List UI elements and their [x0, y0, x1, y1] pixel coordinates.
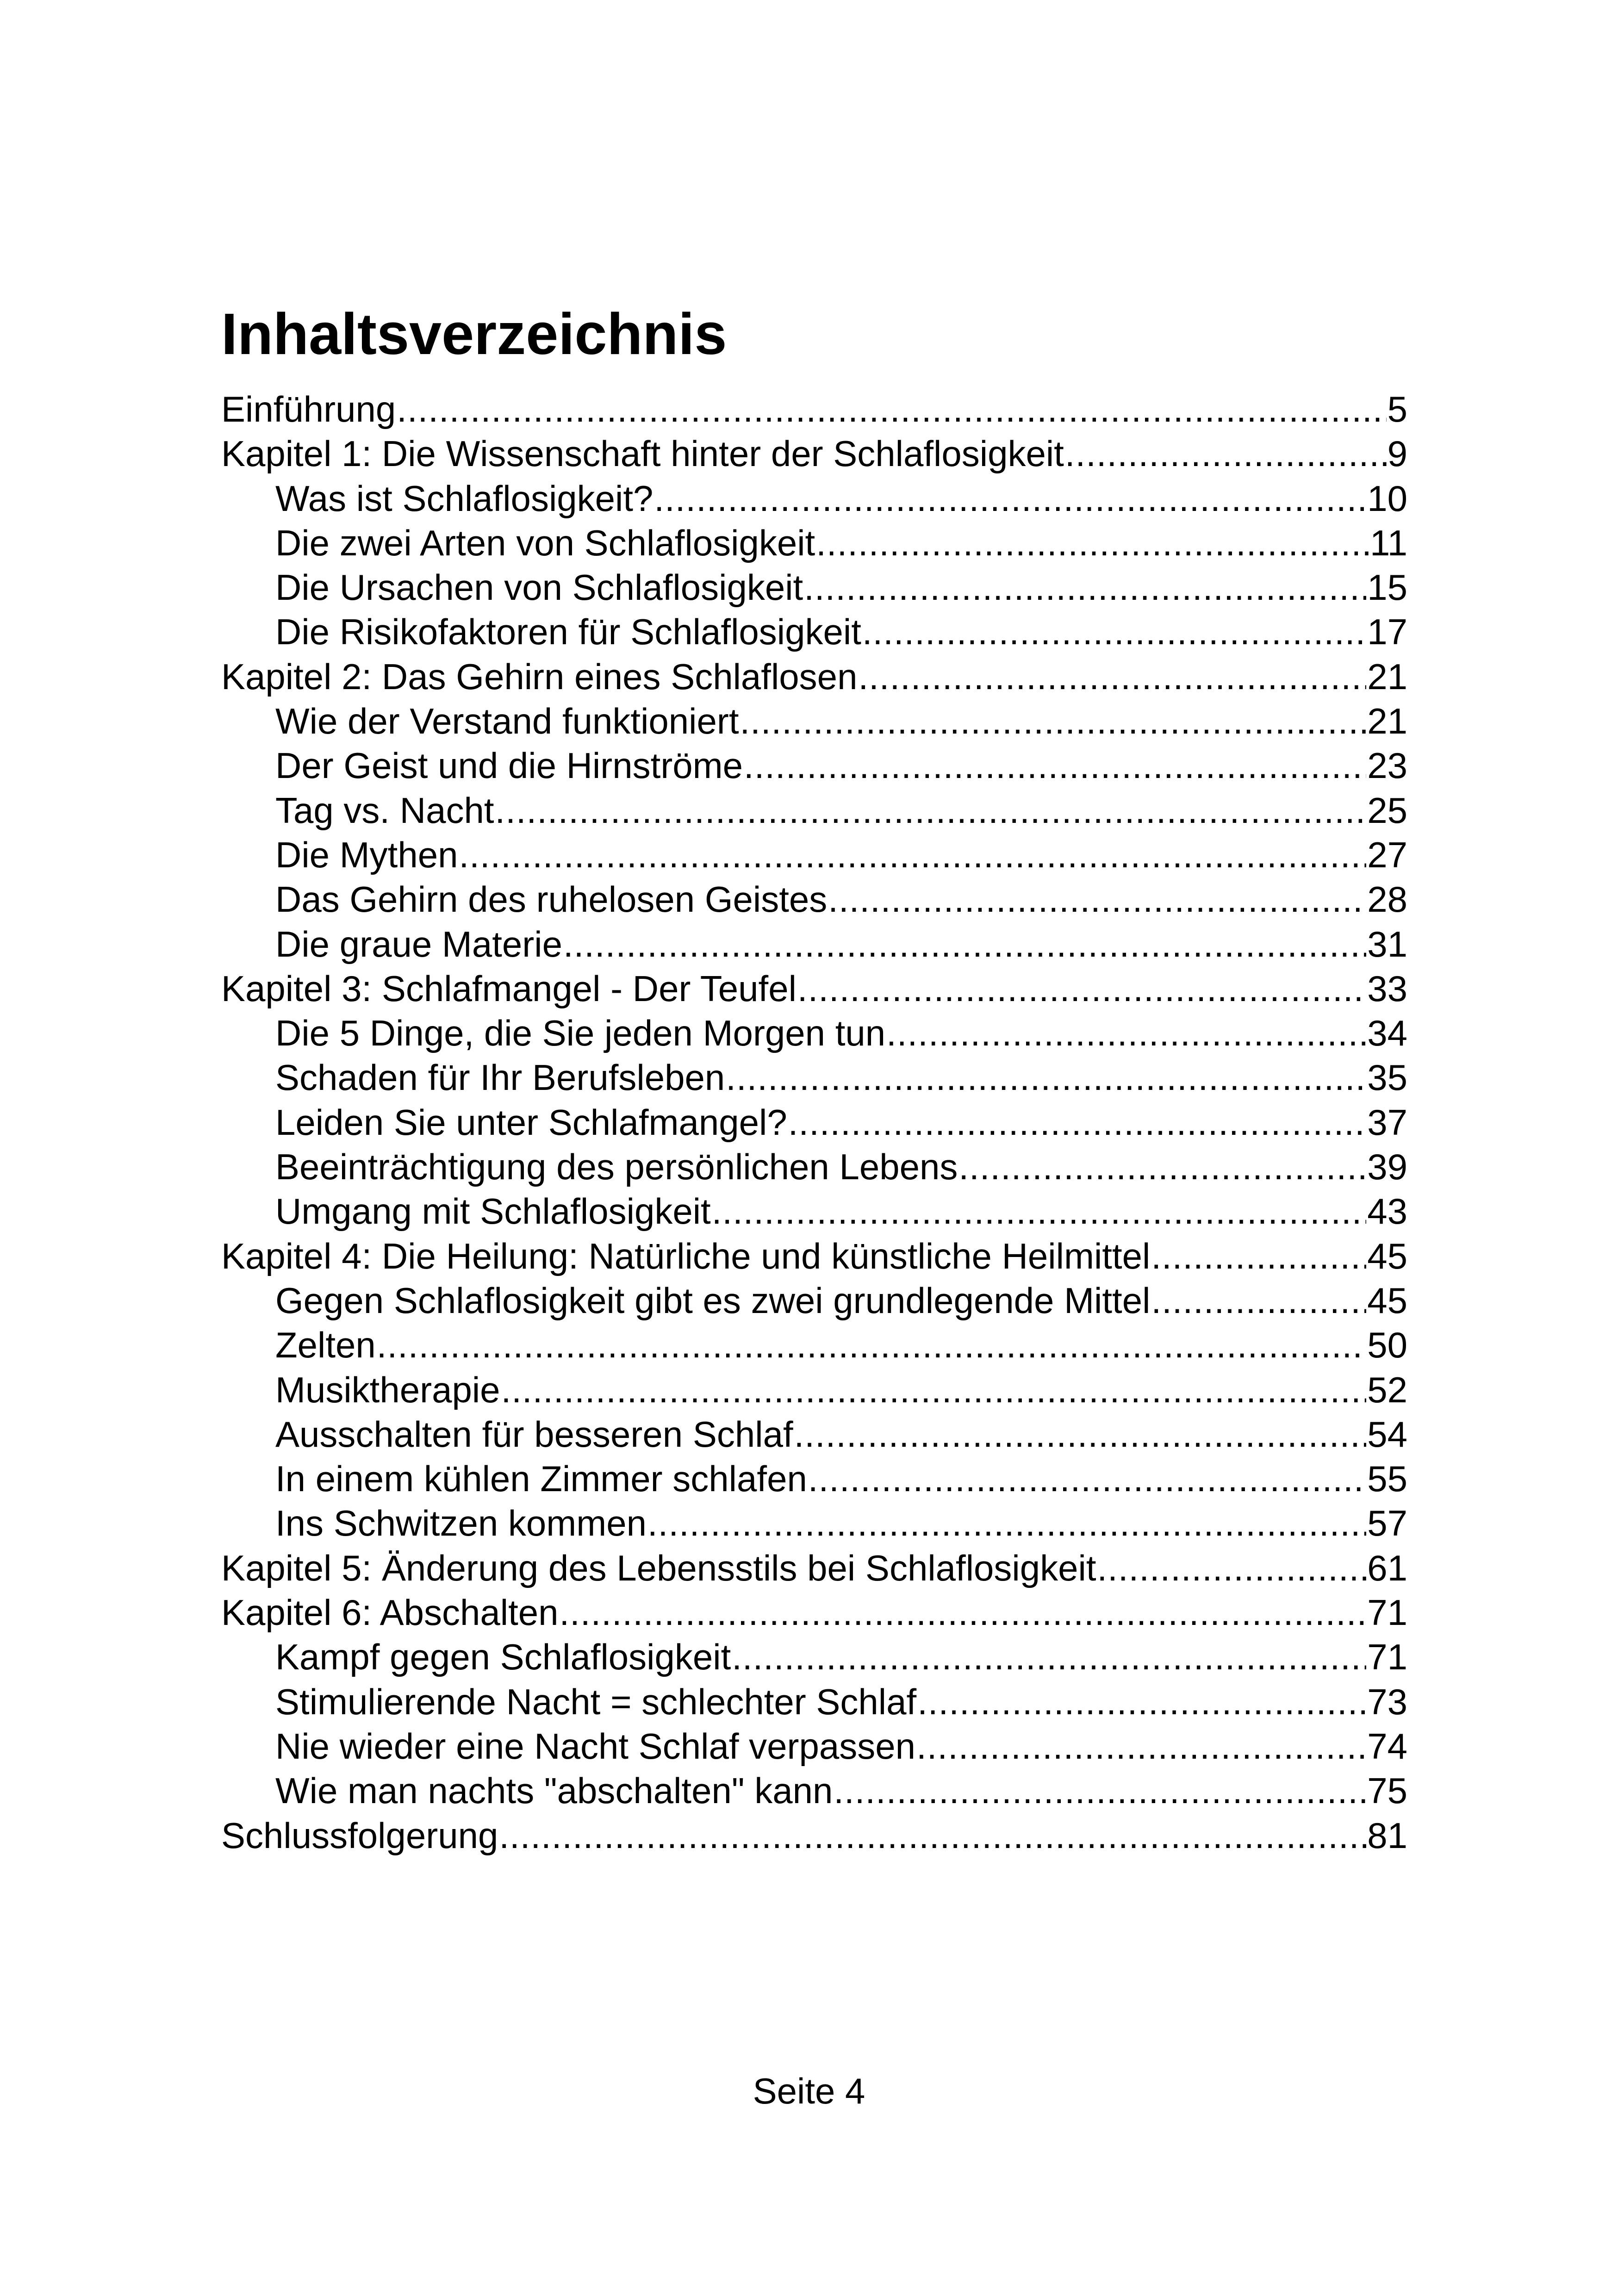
- toc-section-entry[interactable]: [221, 521, 1407, 565]
- toc-page-number: 52: [1367, 1369, 1407, 1410]
- toc-page-number: 57: [1367, 1503, 1407, 1544]
- toc-entry-title: Kapitel 5: Änderung des Lebensstils bei Schlaflosigkeit: [221, 1547, 1096, 1588]
- page-number-footer: Seite 4: [753, 2071, 865, 2111]
- toc-dot-leader: [744, 743, 1366, 788]
- toc-entry-title: Wie man nachts "abschalten" kann: [275, 1770, 833, 1811]
- toc-entry-title: Zelten: [275, 1325, 376, 1366]
- toc-page-number: 39: [1367, 1146, 1407, 1188]
- toc-section-entry[interactable]: [221, 922, 1407, 966]
- page-title: Inhaltsverzeichnis: [221, 301, 727, 367]
- toc-dot-leader: [1097, 1546, 1367, 1590]
- toc-page-number: 21: [1367, 656, 1407, 697]
- toc-page-number: 23: [1367, 745, 1407, 786]
- toc-dot-leader: [816, 521, 1369, 565]
- toc-entry-title: Stimulierende Nacht = schlechter Schlaf: [275, 1681, 917, 1722]
- toc-page-number: 74: [1367, 1725, 1407, 1767]
- toc-page-number: 50: [1367, 1325, 1407, 1366]
- toc-entry-title: Kampf gegen Schlaflosigkeit: [275, 1636, 731, 1678]
- toc-page-number: 9: [1387, 433, 1407, 474]
- toc-page-number: 37: [1367, 1101, 1407, 1143]
- toc-dot-leader: [958, 1145, 1366, 1189]
- toc-dot-leader: [377, 1323, 1366, 1367]
- toc-page-number: 81: [1367, 1815, 1407, 1856]
- toc-page-number: 34: [1367, 1013, 1407, 1054]
- toc-page-number: 55: [1367, 1458, 1407, 1500]
- toc-section-entry[interactable]: [221, 1100, 1407, 1145]
- toc-dot-leader: [804, 565, 1366, 610]
- toc-entry-title: Das Gehirn des ruhelosen Geistes: [275, 879, 828, 920]
- toc-dot-leader: [794, 1412, 1367, 1456]
- toc-dot-leader: [712, 1189, 1367, 1233]
- toc-page-number: 71: [1367, 1636, 1407, 1678]
- toc-dot-leader: [828, 877, 1366, 921]
- toc-page-number: 61: [1367, 1547, 1407, 1588]
- toc-section-entry[interactable]: [221, 1278, 1407, 1323]
- toc-dot-leader: [834, 1768, 1366, 1813]
- toc-dot-leader: [916, 1724, 1366, 1768]
- toc-page-number: 43: [1367, 1191, 1407, 1232]
- toc-chapter-entry[interactable]: [221, 1813, 1407, 1858]
- toc-entry-title: Der Geist und die Hirnströme: [275, 745, 743, 786]
- toc-page-number: 5: [1387, 389, 1407, 429]
- toc-section-entry[interactable]: [221, 1055, 1407, 1100]
- toc-page-number: 45: [1367, 1280, 1407, 1321]
- table-of-contents: [221, 387, 1407, 1858]
- toc-entry-title: Die zwei Arten von Schlaflosigkeit: [275, 522, 815, 563]
- toc-entry-title: Gegen Schlaflosigkeit gibt es zwei grundlegende Mittel: [275, 1280, 1151, 1321]
- toc-dot-leader: [647, 1501, 1366, 1545]
- toc-dot-leader: [917, 1680, 1366, 1724]
- toc-section-entry[interactable]: [221, 1635, 1407, 1679]
- toc-page-number: 21: [1367, 701, 1407, 742]
- toc-entry-title: Die Mythen: [275, 834, 458, 875]
- toc-section-entry[interactable]: [221, 1323, 1407, 1367]
- toc-section-entry[interactable]: [221, 1011, 1407, 1055]
- toc-dot-leader: [1151, 1234, 1366, 1278]
- toc-entry-title: Kapitel 3: Schlafmangel - Der Teufel: [221, 968, 797, 1009]
- toc-page-number: 27: [1367, 834, 1407, 875]
- toc-section-entry[interactable]: [221, 610, 1407, 654]
- toc-page-number: 25: [1367, 790, 1407, 831]
- toc-section-entry[interactable]: [221, 1724, 1407, 1768]
- toc-chapter-entry[interactable]: [221, 431, 1407, 476]
- toc-section-entry[interactable]: [221, 1189, 1407, 1233]
- toc-entry-title: Beeinträchtigung des persönlichen Lebens: [275, 1146, 958, 1188]
- toc-page-number: 45: [1367, 1235, 1407, 1276]
- toc-dot-leader: [740, 699, 1367, 743]
- toc-page-number: 28: [1367, 879, 1407, 920]
- toc-section-entry[interactable]: [221, 699, 1407, 743]
- toc-dot-leader: [808, 1456, 1366, 1501]
- toc-chapter-entry[interactable]: [221, 1234, 1407, 1278]
- toc-entry-title: Nie wieder eine Nacht Schlaf verpassen: [275, 1725, 916, 1767]
- toc-dot-leader: [726, 1055, 1366, 1100]
- toc-entry-title: Umgang mit Schlaflosigkeit: [275, 1191, 711, 1232]
- toc-entry-title: Ins Schwitzen kommen: [275, 1503, 647, 1544]
- toc-dot-leader: [501, 1368, 1367, 1412]
- toc-section-entry[interactable]: [221, 1680, 1407, 1724]
- toc-page-number: 10: [1367, 478, 1407, 519]
- toc-section-entry[interactable]: [221, 1145, 1407, 1189]
- toc-entry-title: Ausschalten für besseren Schlaf: [275, 1413, 793, 1455]
- toc-dot-leader: [886, 1011, 1366, 1055]
- toc-entry-title: Musiktherapie: [275, 1369, 500, 1410]
- toc-page-number: 31: [1367, 923, 1407, 964]
- toc-page-number: 11: [1370, 522, 1407, 563]
- toc-entry-title: Schlussfolgerung: [221, 1815, 498, 1856]
- toc-page-number: 54: [1367, 1413, 1407, 1455]
- toc-chapter-entry[interactable]: [221, 654, 1407, 699]
- toc-section-entry[interactable]: [221, 1456, 1407, 1501]
- toc-dot-leader: [858, 654, 1366, 699]
- toc-chapter-entry[interactable]: [221, 1546, 1407, 1590]
- toc-section-entry[interactable]: [221, 877, 1407, 921]
- toc-entry-title: Die graue Materie: [275, 923, 562, 964]
- toc-entry-title: Kapitel 1: Die Wissenschaft hinter der Schlaflosigkeit: [221, 433, 1064, 474]
- toc-dot-leader: [862, 610, 1366, 654]
- toc-dot-leader: [563, 922, 1366, 966]
- toc-page-number: 73: [1367, 1681, 1407, 1722]
- toc-chapter-entry[interactable]: [221, 387, 1407, 431]
- toc-section-entry[interactable]: [221, 1412, 1407, 1456]
- toc-page-number: 75: [1367, 1770, 1407, 1811]
- toc-page-number: 17: [1367, 611, 1407, 653]
- toc-page-number: 33: [1367, 968, 1407, 1009]
- toc-entry-title: In einem kühlen Zimmer schlafen: [275, 1458, 807, 1500]
- toc-entry-title: Kapitel 2: Das Gehirn eines Schlaflosen: [221, 656, 858, 697]
- toc-section-entry[interactable]: [221, 476, 1407, 521]
- toc-section-entry[interactable]: [221, 565, 1407, 610]
- toc-entry-title: Kapitel 4: Die Heilung: Natürliche und künstliche Heilmittel: [221, 1235, 1151, 1276]
- toc-page-number: 71: [1367, 1592, 1407, 1633]
- toc-dot-leader: [788, 1100, 1366, 1145]
- toc-entry-title: Die Risikofaktoren für Schlaflosigkeit: [275, 611, 861, 653]
- toc-dot-leader: [1151, 1278, 1366, 1323]
- toc-dot-leader: [560, 1590, 1367, 1635]
- toc-entry-title: Die 5 Dinge, die Sie jeden Morgen tun: [275, 1013, 886, 1054]
- toc-entry-title: Kapitel 6: Abschalten: [221, 1592, 559, 1633]
- toc-entry-title: Leiden Sie unter Schlafmangel?: [275, 1101, 787, 1143]
- toc-section-entry[interactable]: [221, 1368, 1407, 1412]
- toc-dot-leader: [732, 1635, 1366, 1679]
- toc-dot-leader: [1065, 431, 1387, 476]
- toc-dot-leader: [459, 833, 1367, 877]
- toc-page-number: 15: [1367, 567, 1407, 608]
- toc-entry-title: Wie der Verstand funktioniert: [275, 701, 739, 742]
- toc-section-entry[interactable]: [221, 1768, 1407, 1813]
- toc-entry-title: Tag vs. Nacht: [275, 790, 494, 831]
- toc-dot-leader: [499, 1813, 1366, 1858]
- toc-entry-title: Einführung: [221, 389, 396, 429]
- toc-entry-title: Die Ursachen von Schlaflosigkeit: [275, 567, 803, 608]
- toc-entry-title: Was ist Schlaflosigkeit?: [275, 478, 653, 519]
- toc-section-entry[interactable]: [221, 743, 1407, 788]
- toc-section-entry[interactable]: [221, 1501, 1407, 1545]
- toc-dot-leader: [397, 387, 1386, 431]
- toc-section-entry[interactable]: [221, 833, 1407, 877]
- toc-chapter-entry[interactable]: [221, 966, 1407, 1011]
- toc-entry-title: Schaden für Ihr Berufsleben: [275, 1057, 725, 1098]
- toc-dot-leader: [495, 788, 1367, 833]
- toc-chapter-entry[interactable]: [221, 1590, 1407, 1635]
- toc-section-entry[interactable]: [221, 788, 1407, 833]
- toc-dot-leader: [797, 966, 1366, 1011]
- toc-dot-leader: [654, 476, 1366, 521]
- toc-page-number: 35: [1367, 1057, 1407, 1098]
